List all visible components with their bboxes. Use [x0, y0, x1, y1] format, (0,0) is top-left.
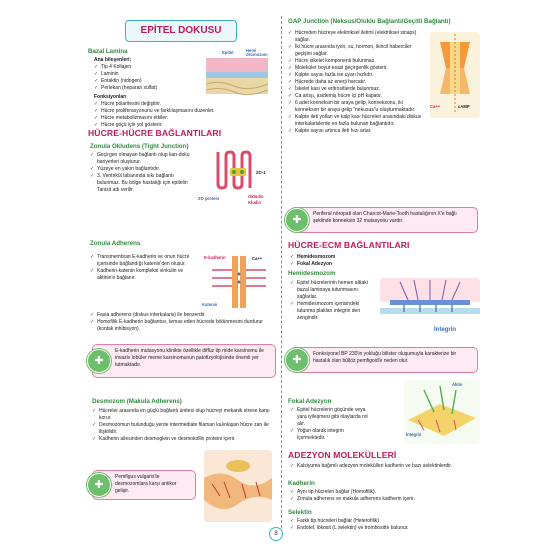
page-title: EPİTEL DOKUSU [125, 20, 237, 42]
zonula-okludens-heading: Zonula Okludens (Tight Junction) [90, 143, 189, 150]
list-item: ✓ 3. Ventrikül tabanında sıkı bağlantı bulunmaz. Bu bölge hastalığı için epitelin Tanisit adı verilir. [90, 173, 194, 194]
hemi-list [290, 280, 378, 322]
list-item: ✓ Kalpte sayısı artınca ileti hızı artar. [288, 128, 428, 135]
zo-protein-label: ZO protein [198, 196, 220, 201]
fokal-list [290, 407, 370, 442]
selektin-heading: Selektin [288, 509, 312, 516]
zo-list [90, 152, 194, 194]
hemi-label: Hemi dezmozom [246, 48, 268, 57]
list-item: ✓ Desmozomun bulunduğu yerde intermediate filaman kalınlaşan hücre zarı ile ilişkilidir. [92, 422, 276, 436]
list-item: ✓ Kalsiyuma bağımlı adezyon molekülleri kadherin ve bazı selektinlerdir. [290, 463, 478, 470]
desmozom-figure [202, 448, 274, 524]
fokal-heading: Fokal Adezyon [288, 398, 332, 405]
list-item: ✓ Kalpte sayısı fazla ise uyarı hızlıdır. [288, 72, 428, 79]
camp-label: cAMP [458, 104, 470, 109]
stethoscope-icon: ✚ [87, 473, 111, 497]
list-item: ✓ Hücre iskelet komponenti bulunmaz. [288, 58, 428, 65]
column-divider [281, 16, 282, 528]
list-item: ✓ Epitel hücrelerin göçünde veya yara iyileşmesi gibi olaylarda rol alır. [290, 407, 370, 428]
list-item: ✓ Zonula adherens ve makula adherens kadherin içerir. [290, 496, 478, 503]
ecm-heading: HÜCRE-ECM BAĞLANTILARI [288, 240, 410, 250]
list-item: ✓ Hücreler arasında en güçlü bağlantı ünitesi olup hücreyi mekanik strese karşı korur. [92, 408, 276, 422]
bp230-callout [290, 347, 478, 373]
list-item: ✓ Endotel, lökosit (L selektin) ve trombositte bulunur. [290, 525, 478, 532]
pemfigus-callout [92, 470, 196, 500]
desmozom-heading: Desmozom (Makula Adherens) [92, 398, 182, 405]
list-item: ✓ Entaktin (nidogen) [94, 78, 194, 85]
fokal-integrin-label: İntegrin [406, 432, 422, 437]
stethoscope-icon: ✚ [285, 348, 309, 372]
stethoscope-icon: ✚ [87, 349, 111, 373]
ekadherin-label: E-kadherin [204, 255, 226, 260]
hemidesmosome-illustration [380, 278, 480, 330]
ecm-list [290, 254, 410, 268]
list-item: ✓ Kadherin ailesinden desmoglein ve desmokollin proteini içerir. [92, 436, 276, 443]
callout-text: E-kadherin mutasyonu klinikte özellikle diffüz tip mide karsinomu ile invaziv lobüler meme karsinomunun patofizyolojisinde önemli yer tutmaktadır. [115, 348, 264, 368]
adezyon-list [290, 463, 478, 470]
list-item: ✓ Laminin [94, 71, 194, 78]
functions-label: Fonksiyonları [94, 94, 127, 100]
gap-list [288, 30, 428, 135]
aktin-label: Aktin [452, 382, 463, 387]
list-item: ✓ Transmembran E-kadherin ve onun hücre içerisinde bağlandığı katenin'den oluşur. [90, 254, 200, 268]
list-item: ✓ Perlekan (heparan sülfat) [94, 85, 194, 92]
za-list [90, 254, 200, 282]
list-item: ✓ Hücre polaritesini değiştirir. [94, 101, 274, 108]
desmozom-list [92, 408, 276, 443]
hemidesmozom-figure [380, 278, 480, 336]
hucre-hucre-heading: HÜCRE-HÜCRE BAĞLANTILARI [88, 128, 222, 138]
list-item: ✓ Kadherin-katenin kompleksi vinkulin ve aktinin'e bağlanır. [90, 268, 200, 282]
kadherin-heading: Kadherin [288, 480, 315, 487]
charcot-callout [290, 207, 478, 233]
list-item: ✓ Epitel hücrelerinin hemen alttaki bazal laminaya tutunmasını sağlarlar. [290, 280, 378, 301]
zonula-okludens-figure [196, 148, 272, 212]
epitel-label: Epitel [222, 50, 234, 55]
list-item: ✓ Hücre metabolizmasını etkiler. [94, 115, 274, 122]
gap-ca-label: Ca++ [430, 104, 441, 109]
adezyon-heading: ADEZYON MOLEKÜLLERİ [288, 450, 397, 460]
katenin-label: Katenin [202, 302, 218, 307]
list-item: ✓ Kalpte ileti yolları ve kalp kası hücreleri arasındaki diskus interkalarislerde en fazla bulunan bağlantıdır. [288, 114, 428, 128]
list-item: ✓ Fasia adherens (diskus interkalaris) ile benzerdir. [90, 312, 276, 319]
integrin-label: İntegrin [434, 327, 456, 333]
bazal-lamina-figure [200, 48, 272, 98]
list-item: ✓ Hücre proliferasyonunu ve farklılaşmasını düzenler. [94, 108, 274, 115]
ca-label: Ca++ [252, 256, 263, 261]
zo1-label: ZO-1 [256, 170, 266, 175]
list-item: ✓ İskelet kası ve eritrositlerde bulunmaz. [288, 86, 428, 93]
bazal-components-list [94, 64, 194, 92]
list-item: ✓ Fokal Adezyon [290, 261, 410, 268]
list-item: ✓ Geçirgen olmayan bağlantı olup kan-doku bariyerleri oluşturur. [90, 152, 194, 166]
list-item: ✓ Moleküler boyut esasl geçirgenlik gösterir. [288, 65, 428, 72]
hemidesmozom-heading: Hemidesmozom [288, 270, 336, 277]
list-item: ✓ Aynı tip hücreleri bağlar (Homofilik). [290, 489, 478, 496]
callout-text: Fonksiyonel BP 230'in yokluğu bilister oluşumuyla karakterize bir hastalık olan büllöz pemfigoid'e neden olur. [313, 351, 457, 364]
zonula-adherens-figure [202, 252, 274, 310]
za-list-2 [90, 312, 276, 333]
list-item: ✓ Hücreden hücreye elektriksel iletimi (elektriksel sinaps) sağlar. [288, 30, 428, 44]
selektin-list [290, 518, 478, 532]
list-item: ✓ Homofilik E-kadherin bağlantısı, temas eden hücrede bölünmesini durdurur (kontak inhibisyon). [90, 319, 276, 333]
gap-heading: GAP Junction (Neksus/Oluklu Bağlantı/Geçitli Bağlantı) [288, 18, 451, 25]
list-item: ✓ 6 adet konneksin bir araya gelip, konneksonu, iki konnekson bir araya gelip "nekusus"u oluşturmaktadır. [288, 100, 428, 114]
callout-text: Pemfigus vulgaris'te desmozomlara karşı antikor gelişir. [115, 474, 177, 494]
zonula-adherens-heading: Zonula Adherens [90, 240, 141, 247]
components-label: Ana bileşenleri; [94, 57, 132, 63]
list-item: ✓ Yüzeye en yakın bağlantıdır. [90, 166, 194, 173]
okludin-label: Okludin [248, 194, 264, 199]
desmosome-illustration [202, 448, 274, 524]
list-item: ✓ Tip 4 Kollajen [94, 64, 194, 71]
list-item: ✓ Hemidesmozom [290, 254, 410, 261]
bazal-lamina-heading: Bazal Lamina [88, 48, 128, 55]
fokal-adezyon-figure [404, 380, 480, 444]
list-item: ✓ Ca artışı, asidemiş hücre içi pH kapatır. [288, 93, 428, 100]
kludin-label: Kludin [248, 200, 262, 205]
list-item: ✓ Hücrede daha az enerji harcatır. [288, 79, 428, 86]
stethoscope-icon: ✚ [285, 208, 309, 232]
list-item: ✓ Yoğun olarak integrin içermektedir. [290, 428, 370, 442]
kadherin-list [290, 489, 478, 503]
list-item: ✓ Hemidesmozom içerisindeki tutunma plakları integrin den zengindir. [290, 301, 378, 322]
list-item: ✓ İki hücre arasında iyon, su, hormon, ikincil haberciler geçişini sağlar. [288, 44, 428, 58]
kadherin-mutation-callout [92, 344, 276, 378]
list-item: ✓ Farklı tip hücreleri bağlar (Heterofilik) [290, 518, 478, 525]
bazal-functions-list [94, 101, 274, 129]
page-number: 8 [269, 527, 283, 541]
list-item: ✓ Hücre göçü için yol gösterir. [94, 122, 274, 129]
callout-text: Periferal nöropati olan Charcot-Marie-Tooth hastalığının X'e bağlı şeklinde konneksin 32 mutasyonu vardır. [313, 211, 457, 224]
gap-junction-figure [430, 32, 480, 118]
